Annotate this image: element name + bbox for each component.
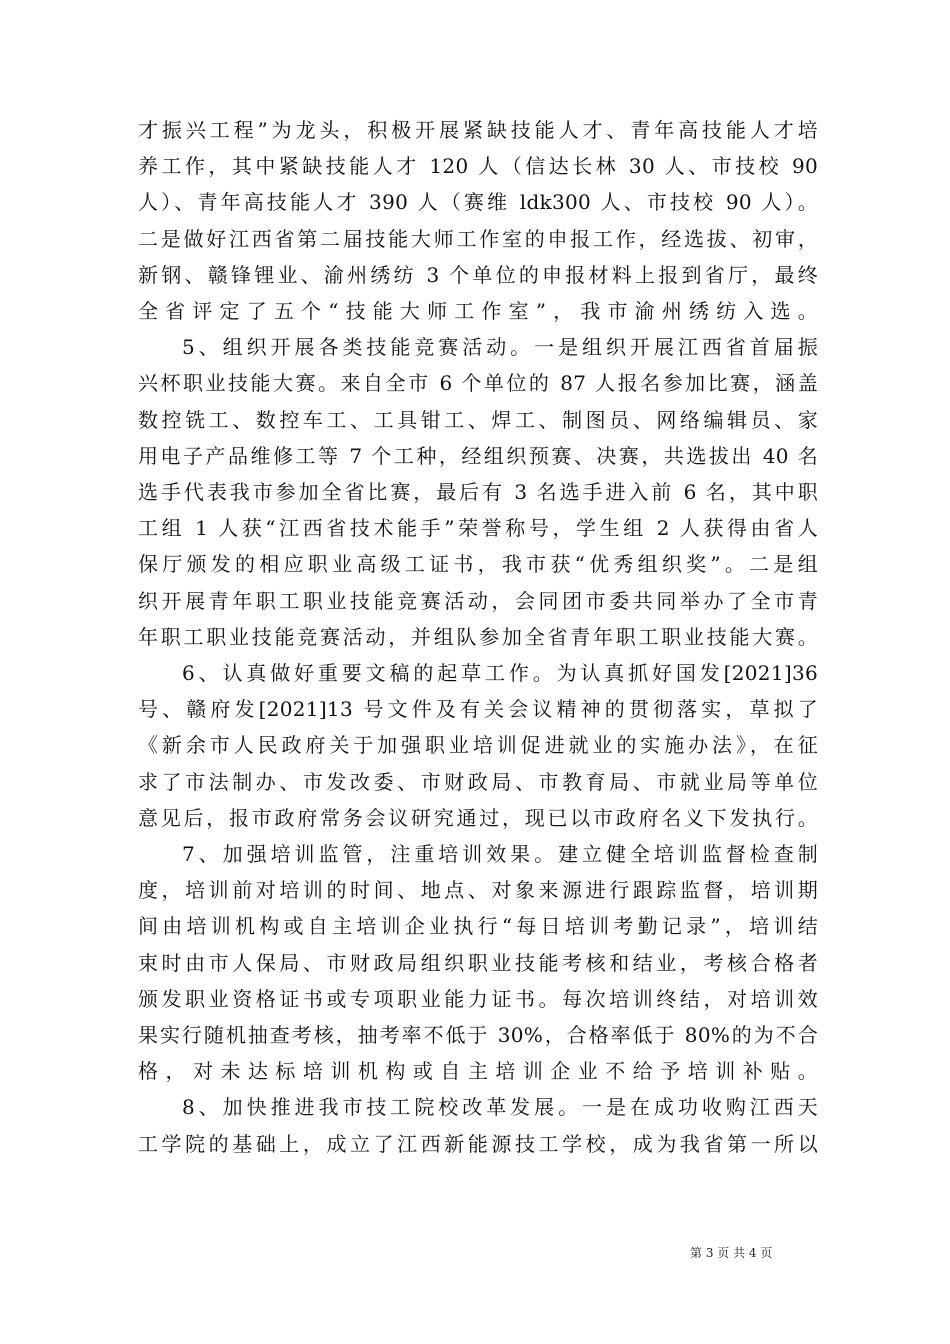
line: 才振兴工程”为龙头，积极开展紧缺技能人才、青年高技能人才培: [138, 118, 818, 142]
line: 8、加快推进我市技工院校改革发展。一是在成功收购江西天: [182, 1095, 818, 1120]
line: 新钢、赣锋锂业、渝州绣纺 3 个单位的申报材料上报到省厅，最终: [138, 262, 818, 287]
line: 养工作，其中紧缺技能人才 120 人（信达长林 30 人、市技校 90: [138, 154, 818, 179]
line: 工组 1 人获“江西省技术能手”荣誉称号，学生组 2 人获得由省人: [138, 516, 818, 541]
line: 《新余市人民政府关于加强职业培训促进就业的实施办法》，在征: [138, 733, 818, 758]
paragraph-2: [138, 329, 818, 655]
line: 保厅颁发的相应职业高级工证书，我市获“优秀组织奖”。二是组: [138, 552, 818, 577]
line: 织开展青年职工职业技能竞赛活动，会同团市委共同举办了全市青: [138, 588, 818, 613]
paragraph-4: [138, 836, 818, 1089]
line: 间由培训机构或自主培训企业执行“每日培训考勤记录”，培训结: [138, 914, 818, 939]
paragraph-5: [138, 1089, 818, 1161]
line: 用电子产品维修工等 7 个工种，经组织预赛、决赛，共选拔出 40 名: [138, 443, 818, 468]
page-number: 第 3 页 共 4 页: [690, 1246, 773, 1260]
line: 6、认真做好重要文稿的起草工作。为认真抓好国发[2021]36: [182, 661, 818, 686]
line: 号、赣府发[2021]13 号文件及有关会议精神的贯彻落实，草拟了: [138, 697, 818, 722]
line: 果实行随机抽查考核，抽考率不低于 30%，合格率低于 80%的为不合: [138, 1023, 818, 1048]
line: 束时由市人保局、市财政局组织职业技能考核和结业，考核合格者: [138, 950, 818, 975]
line: 颁发职业资格证书或专项职业能力证书。每次培训终结，对培训效: [138, 986, 818, 1011]
line: 全省评定了五个“技能大师工作室”，我市渝州绣纺入选。: [138, 299, 818, 324]
line: 选手代表我市参加全省比赛，最后有 3 名选手进入前 6 名，其中职: [138, 480, 818, 505]
line: 意见后，报市政府常务会议研究通过，现已以市政府名义下发执行。: [138, 805, 818, 830]
line: 兴杯职业技能大赛。来自全市 6 个单位的 87 人报名参加比赛，涵盖: [138, 371, 818, 396]
line: 度，培训前对培训的时间、地点、对象来源进行跟踪监督，培训期: [138, 878, 818, 903]
line: 年职工职业技能竞赛活动，并组队参加全省青年职工职业技能大赛。: [138, 624, 818, 649]
document-body: [138, 112, 818, 1162]
line: 求了市法制办、市发改委、市财政局、市教育局、市就业局等单位: [138, 769, 818, 794]
line: 工学院的基础上，成立了江西新能源技工学校，成为我省第一所以: [138, 1131, 818, 1156]
line: 格，对未达标培训机构或自主培训企业不给予培训补贴。: [138, 1059, 818, 1084]
paragraph-3: [138, 655, 818, 836]
line: 二是做好江西省第二届技能大师工作室的申报工作，经选拔、初审，: [138, 226, 818, 251]
line: 数控铣工、数控车工、工具钳工、焊工、制图员、网络编辑员、家: [138, 407, 818, 432]
line: 5、组织开展各类技能竞赛活动。一是组织开展江西省首届振: [182, 335, 818, 360]
paragraph-1: [138, 112, 818, 329]
line: 7、加强培训监管，注重培训效果。建立健全培训监督检查制: [182, 842, 818, 867]
line: 人）、青年高技能人才 390 人（赛维 ldk300 人、市技校 90 人）。: [138, 190, 818, 215]
